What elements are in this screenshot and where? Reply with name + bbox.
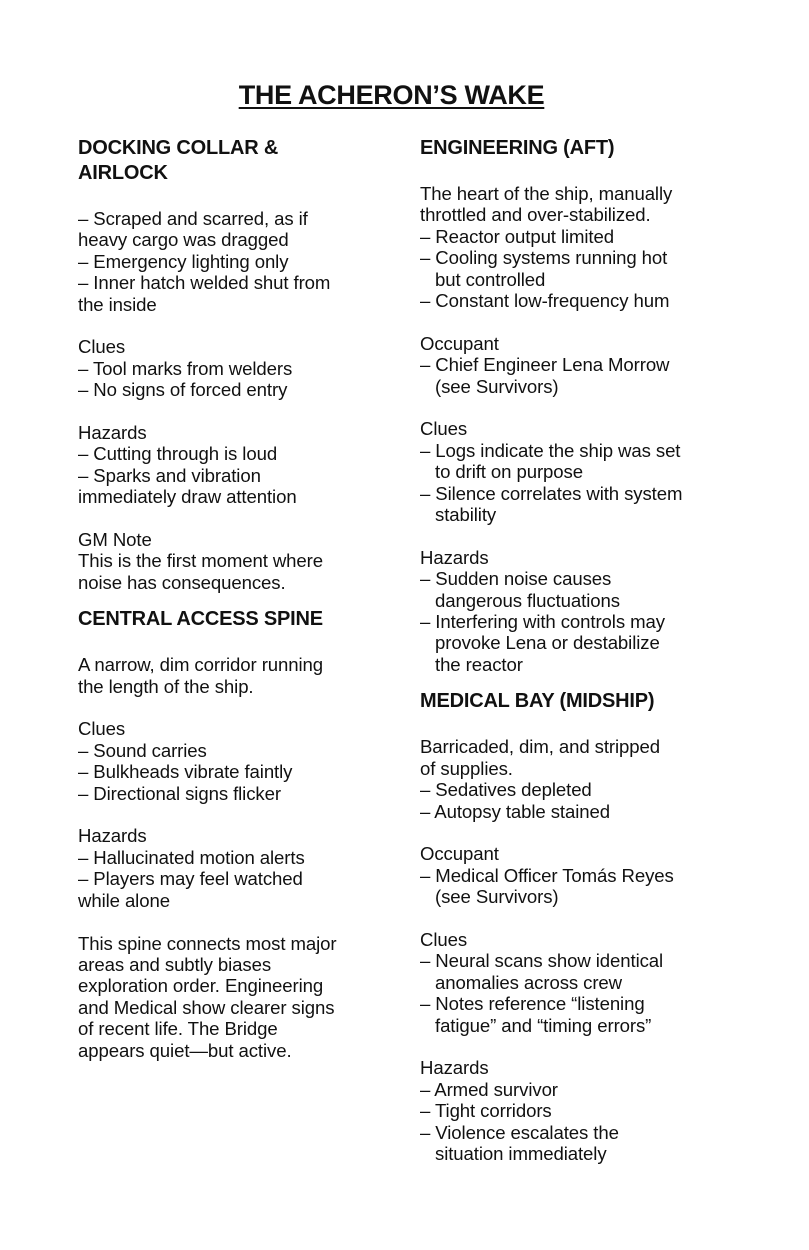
text-line: of supplies. <box>420 757 513 779</box>
text-line: heavy cargo was dragged <box>78 229 289 251</box>
clue-item: – Tool marks from welders <box>78 357 293 379</box>
hazards-label: Hazards <box>420 1057 489 1079</box>
text-line: but controlled <box>435 268 546 290</box>
clue-item: stability <box>435 504 497 526</box>
clue-item: anomalies across crew <box>435 971 623 993</box>
clue-item: – Bulkheads vibrate faintly <box>78 761 293 783</box>
text-line: – Constant low-frequency hum <box>420 290 670 312</box>
section-engineering <box>420 136 750 675</box>
clues-label: Clues <box>420 418 468 440</box>
occupant-label: Occupant <box>420 843 499 865</box>
text-line: A narrow, dim corridor running <box>78 654 324 676</box>
text-line: Barricaded, dim, and stripped <box>420 736 660 758</box>
section-medical-bay <box>420 689 750 1164</box>
clues-label: Clues <box>78 718 126 740</box>
hazard-item: – Hallucinated motion alerts <box>78 846 305 868</box>
hazard-item: – Sparks and vibration <box>78 464 261 486</box>
text-line: – Sedatives depleted <box>420 779 592 801</box>
hazard-item: – Sudden noise causes <box>420 568 612 590</box>
clue-item: – No signs of forced entry <box>78 379 288 401</box>
hazard-item: immediately draw attention <box>78 486 297 508</box>
section-docking-collar <box>78 136 398 593</box>
page-title: THE ACHERON’S WAKE <box>238 80 545 110</box>
hazard-item: – Armed survivor <box>420 1078 558 1100</box>
text-line: the inside <box>78 293 157 315</box>
occupant-item: (see Survivors) <box>435 375 559 397</box>
hazard-item: – Cutting through is loud <box>78 443 278 465</box>
hazard-item: while alone <box>78 889 170 911</box>
text-line: the length of the ship. <box>78 675 254 697</box>
hazard-item: – Interfering with controls may <box>420 611 665 633</box>
section-heading: ENGINEERING (AFT) <box>420 137 615 159</box>
text-line: – Cooling systems running hot <box>420 247 668 269</box>
occupant-item: (see Survivors) <box>435 886 559 908</box>
note-text: This spine connects most major <box>78 932 337 954</box>
text-line: – Emergency lighting only <box>78 250 289 272</box>
clue-item: – Notes reference “listening <box>420 993 645 1015</box>
hazard-item: – Players may feel watched <box>78 868 303 890</box>
note-text: areas and subtly biases <box>78 953 272 975</box>
section-heading: CENTRAL ACCESS SPINE <box>78 608 323 631</box>
occupant-label: Occupant <box>420 332 499 354</box>
hazard-item: dangerous fluctuations <box>435 589 620 611</box>
hazard-item: provoke Lena or destabilize <box>435 632 660 654</box>
clue-item: – Directional signs flicker <box>78 782 281 804</box>
text-line: – Scraped and scarred, as if <box>78 208 308 229</box>
hazards-label: Hazards <box>78 825 147 847</box>
section-heading: AIRLOCK <box>78 162 168 184</box>
clue-item: to drift on purpose <box>435 461 583 483</box>
note-text: appears quiet—but active. <box>78 1039 292 1061</box>
hazard-item: the reactor <box>435 653 523 675</box>
occupant-item: – Medical Officer Tomás Reyes <box>420 864 674 886</box>
section-central-access-spine <box>78 607 398 1061</box>
gm-note-label: GM Note <box>78 529 152 551</box>
text-line: throttled and over-stabilized. <box>420 204 651 226</box>
clues-label: Clues <box>78 336 126 358</box>
gm-note-text: This is the first moment where <box>78 550 323 572</box>
text-line: – Inner hatch welded shut from <box>78 272 331 294</box>
clues-label: Clues <box>420 928 468 950</box>
note-text: of recent life. The Bridge <box>78 1018 278 1040</box>
text-line: – Autopsy table stained <box>420 800 610 822</box>
section-heading: MEDICAL BAY (MIDSHIP) <box>420 690 655 713</box>
text-line: The heart of the ship, manually <box>420 183 673 204</box>
clue-item: – Sound carries <box>78 739 207 761</box>
hazards-label: Hazards <box>420 546 489 568</box>
clue-item: – Silence correlates with system <box>420 482 683 504</box>
gm-note-text: noise has consequences. <box>78 571 286 593</box>
clue-item: – Logs indicate the ship was set <box>420 439 681 461</box>
clue-item: fatigue” and “timing errors” <box>435 1014 652 1036</box>
left-column <box>78 136 398 1061</box>
hazard-item: situation immediately <box>435 1142 607 1164</box>
clue-item: – Neural scans show identical <box>420 950 664 972</box>
hazard-item: – Tight corridors <box>420 1100 552 1122</box>
hazards-label: Hazards <box>78 422 147 444</box>
text-line: – Reactor output limited <box>420 225 614 247</box>
note-text: exploration order. Engineering <box>78 975 324 997</box>
note-text: and Medical show clearer signs <box>78 996 335 1018</box>
hazard-item: – Violence escalates the <box>420 1121 619 1143</box>
section-heading: DOCKING COLLAR & <box>78 137 279 159</box>
occupant-item: – Chief Engineer Lena Morrow <box>420 354 670 376</box>
right-column <box>420 136 750 1164</box>
